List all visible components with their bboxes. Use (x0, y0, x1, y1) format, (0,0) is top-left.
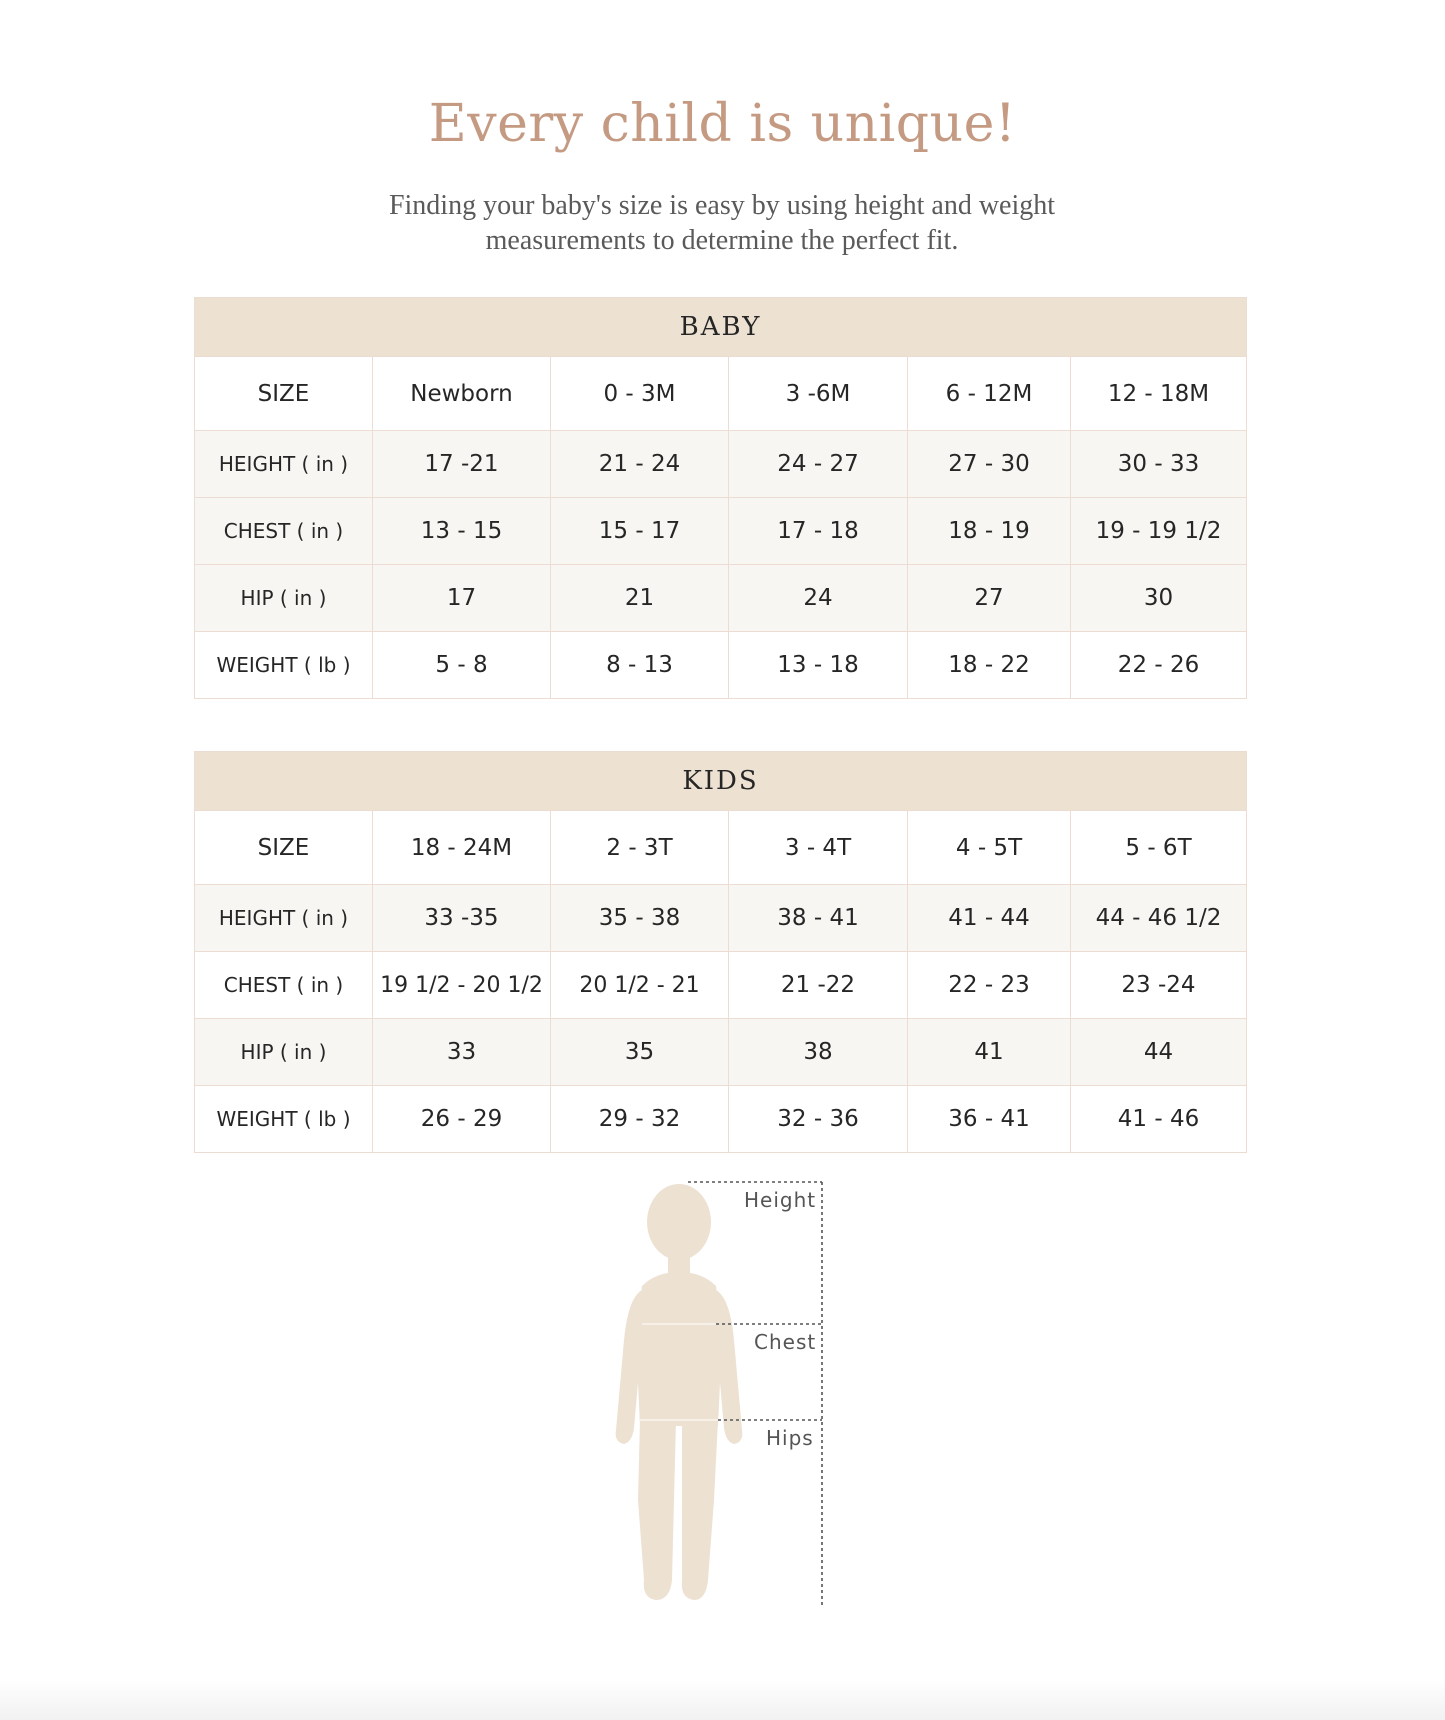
table-cell: 41 (908, 1019, 1071, 1086)
size-column-header: 6 - 12M (908, 357, 1071, 431)
size-column-header: 3 - 4T (729, 811, 908, 885)
table-cell: 17 -21 (373, 431, 551, 498)
row-label: HEIGHT ( in ) (195, 431, 373, 498)
table-cell: 8 - 13 (551, 632, 729, 699)
size-column-header: 2 - 3T (551, 811, 729, 885)
row-label: HIP ( in ) (195, 565, 373, 632)
baby-section-header: BABY (195, 298, 1247, 357)
table-cell: 35 (551, 1019, 729, 1086)
row-label: HIP ( in ) (195, 1019, 373, 1086)
table-cell: 23 -24 (1071, 952, 1247, 1019)
table-cell: 32 - 36 (729, 1086, 908, 1153)
chest-row (195, 498, 1247, 565)
height-row (195, 431, 1247, 498)
height-row (195, 885, 1247, 952)
size-label: SIZE (195, 811, 373, 885)
weight-row (195, 632, 1247, 699)
weight-row (195, 1086, 1247, 1153)
table-cell: 36 - 41 (908, 1086, 1071, 1153)
size-column-header: 0 - 3M (551, 357, 729, 431)
row-label: WEIGHT ( lb ) (195, 632, 373, 699)
table-cell: 17 - 18 (729, 498, 908, 565)
table-cell: 26 - 29 (373, 1086, 551, 1153)
page-title: Every child is unique! (428, 94, 1017, 154)
table-cell: 33 (373, 1019, 551, 1086)
page-bottom-fade (0, 1680, 1445, 1720)
table-cell: 17 (373, 565, 551, 632)
size-header-row (195, 811, 1247, 885)
table-cell: 21 (551, 565, 729, 632)
table-cell: 38 - 41 (729, 885, 908, 952)
kids-size-table (194, 751, 1247, 1153)
size-column-header: 5 - 6T (1071, 811, 1247, 885)
size-column-header: 4 - 5T (908, 811, 1071, 885)
table-cell: 24 (729, 565, 908, 632)
hips-label: Hips (766, 1426, 814, 1450)
measurement-figure (580, 1180, 840, 1610)
row-label: CHEST ( in ) (195, 952, 373, 1019)
page-subtitle: Finding your baby's size is easy by using height and weight measurements to determine the perfect fit. (388, 190, 1056, 256)
row-label: WEIGHT ( lb ) (195, 1086, 373, 1153)
table-cell: 21 -22 (729, 952, 908, 1019)
table-cell: 18 - 22 (908, 632, 1071, 699)
size-column-header: Newborn (373, 357, 551, 431)
table-cell: 24 - 27 (729, 431, 908, 498)
table-cell: 19 - 19 1/2 (1071, 498, 1247, 565)
row-label: CHEST ( in ) (195, 498, 373, 565)
kids-section-header: KIDS (195, 752, 1247, 811)
table-cell: 44 - 46 1/2 (1071, 885, 1247, 952)
table-cell: 35 - 38 (551, 885, 729, 952)
table-cell: 30 - 33 (1071, 431, 1247, 498)
table-cell: 13 - 18 (729, 632, 908, 699)
size-column-header: 18 - 24M (373, 811, 551, 885)
table-cell: 38 (729, 1019, 908, 1086)
baby-size-table (194, 297, 1247, 699)
table-cell: 13 - 15 (373, 498, 551, 565)
size-label: SIZE (195, 357, 373, 431)
table-cell: 22 - 26 (1071, 632, 1247, 699)
table-cell: 44 (1071, 1019, 1247, 1086)
table-cell: 5 - 8 (373, 632, 551, 699)
child-silhouette-icon (580, 1180, 840, 1610)
table-cell: 27 - 30 (908, 431, 1071, 498)
size-column-header: 3 -6M (729, 357, 908, 431)
table-cell: 15 - 17 (551, 498, 729, 565)
table-cell: 30 (1071, 565, 1247, 632)
row-label: HEIGHT ( in ) (195, 885, 373, 952)
table-cell: 29 - 32 (551, 1086, 729, 1153)
table-cell: 20 1/2 - 21 (551, 952, 729, 1019)
table-cell: 22 - 23 (908, 952, 1071, 1019)
size-column-header: 12 - 18M (1071, 357, 1247, 431)
table-cell: 27 (908, 565, 1071, 632)
hip-row (195, 565, 1247, 632)
chest-row (195, 952, 1247, 1019)
table-cell: 33 -35 (373, 885, 551, 952)
table-cell: 18 - 19 (908, 498, 1071, 565)
size-header-row (195, 357, 1247, 431)
table-cell: 21 - 24 (551, 431, 729, 498)
hip-row (195, 1019, 1247, 1086)
table-cell: 19 1/2 - 20 1/2 (373, 952, 551, 1019)
table-cell: 41 - 46 (1071, 1086, 1247, 1153)
chest-label: Chest (754, 1330, 817, 1354)
table-cell: 41 - 44 (908, 885, 1071, 952)
height-label: Height (744, 1188, 817, 1212)
